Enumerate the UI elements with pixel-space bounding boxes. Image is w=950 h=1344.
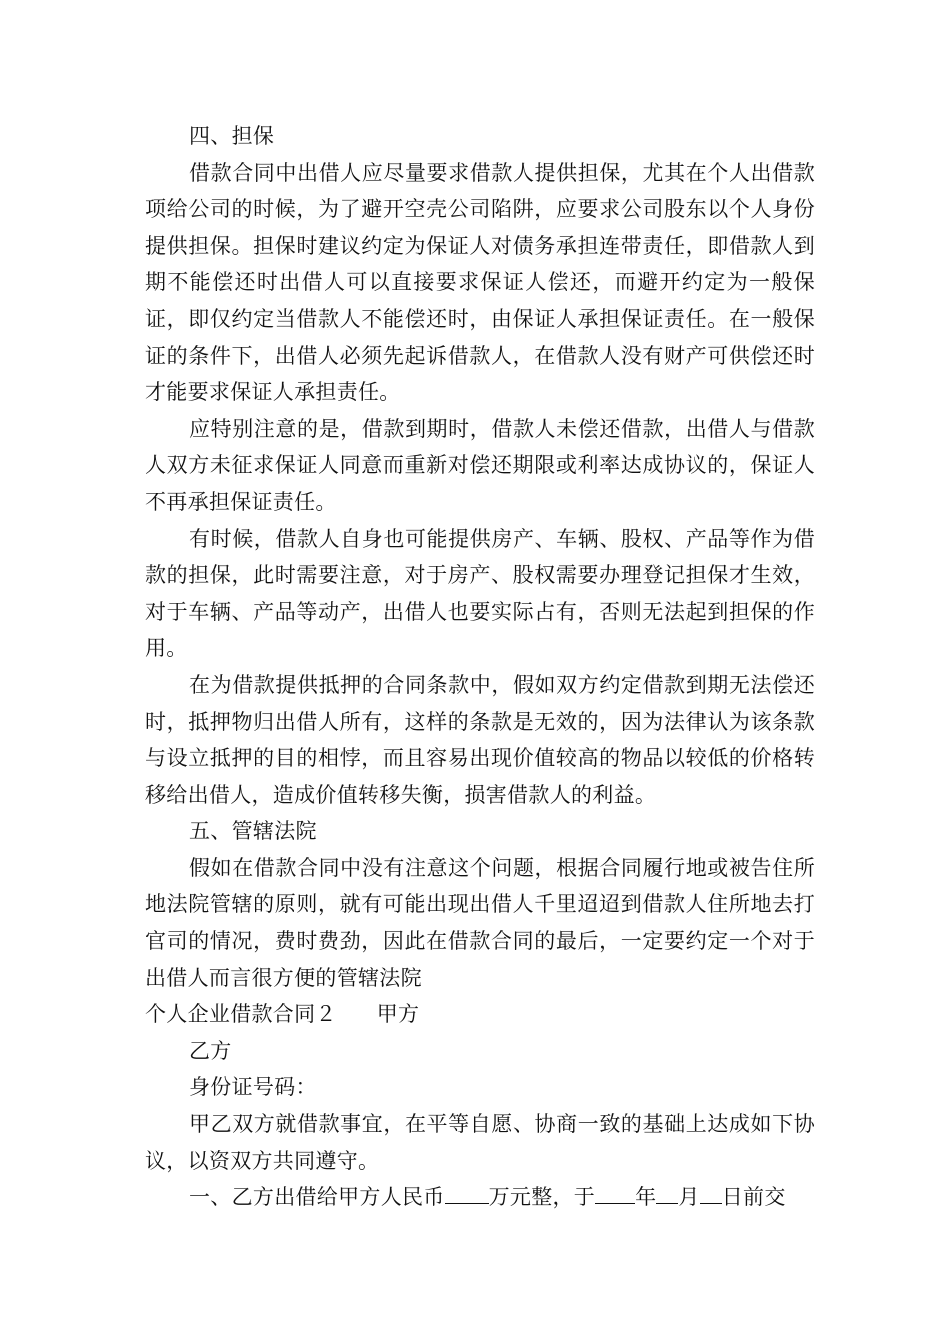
clause-1-text: 日前交 xyxy=(721,1185,786,1210)
clause-1-text: 一、乙方出借给甲方人民币 xyxy=(189,1185,445,1210)
paragraph: 应特别注意的是，借款到期时，借款人未偿还借款，出借人与借款人双方未征求保证人同意而重新对偿还期限或利率达成协议的，保证人不再承担保证责任。 xyxy=(145,416,815,514)
contract-title-line xyxy=(145,996,815,1033)
clause-1-text: 月 xyxy=(678,1185,700,1210)
month-blank xyxy=(656,1202,678,1204)
clause-1-text: 万元整，于 xyxy=(488,1185,596,1210)
paragraph: 借款合同中出借人应尽量要求借款人提供担保，尤其在个人出借款项给公司的时候，为了避开空壳公司陷阱，应要求公司股东以个人身份提供担保。担保时建议约定为保证人对债务承担连带责任，即借款人到期不能偿还时出借人可以直接要求保证人偿还，而避开约定为一般保证，即仅约定当借款人不能偿还时，由保证人承担保证责任。在一般保证的条件下，出借人必须先起诉借款人，在借款人没有财产可供偿还时才能要求保证人承担责任。 xyxy=(145,160,815,405)
paragraph: 在为借款提供抵押的合同条款中，假如双方约定借款到期无法偿还时，抵押物归出借人所有，这样的条款是无效的，因为法律认为该条款与设立抵押的目的相悖，而且容易出现价值较高的物品以较低的价格转移给出借人，造成价值转移失衡，损害借款人的利益。 xyxy=(145,672,815,807)
document-body xyxy=(145,118,815,1216)
day-blank xyxy=(700,1202,722,1204)
party-b-label: 乙方 xyxy=(189,1038,232,1063)
paragraph: 假如在借款合同中没有注意这个问题，根据合同履行地或被告住所地法院管辖的原则，就有可能出现出借人千里迢迢到借款人住所地去打官司的情况，费时费劲，因此在借款合同的最后，一定要约定一个对于出借人而言很方便的管辖法院 xyxy=(145,855,815,990)
contract-intro: 甲乙双方就借款事宜，在平等自愿、协商一致的基础上达成如下协议，以资双方共同遵守。 xyxy=(145,1112,815,1173)
amount-blank xyxy=(445,1202,489,1204)
section-heading-guarantee: 四、担保 xyxy=(189,124,275,148)
contract-title: 个人企业借款合同２ xyxy=(145,1002,337,1027)
section-heading-jurisdiction: 五、管辖法院 xyxy=(189,819,317,844)
clause-1 xyxy=(145,1179,815,1216)
id-number-label: 身份证号码： xyxy=(189,1075,317,1100)
clause-1-text: 年 xyxy=(635,1185,657,1210)
paragraph: 有时候，借款人自身也可能提供房产、车辆、股权、产品等作为借款的担保，此时需要注意，对于房产、股权需要办理登记担保才生效，对于车辆、产品等动产，出借人也要实际占有，否则无法起到担保的作用。 xyxy=(145,526,815,661)
party-a-label: 甲方 xyxy=(376,1002,420,1027)
year-blank xyxy=(595,1202,635,1204)
